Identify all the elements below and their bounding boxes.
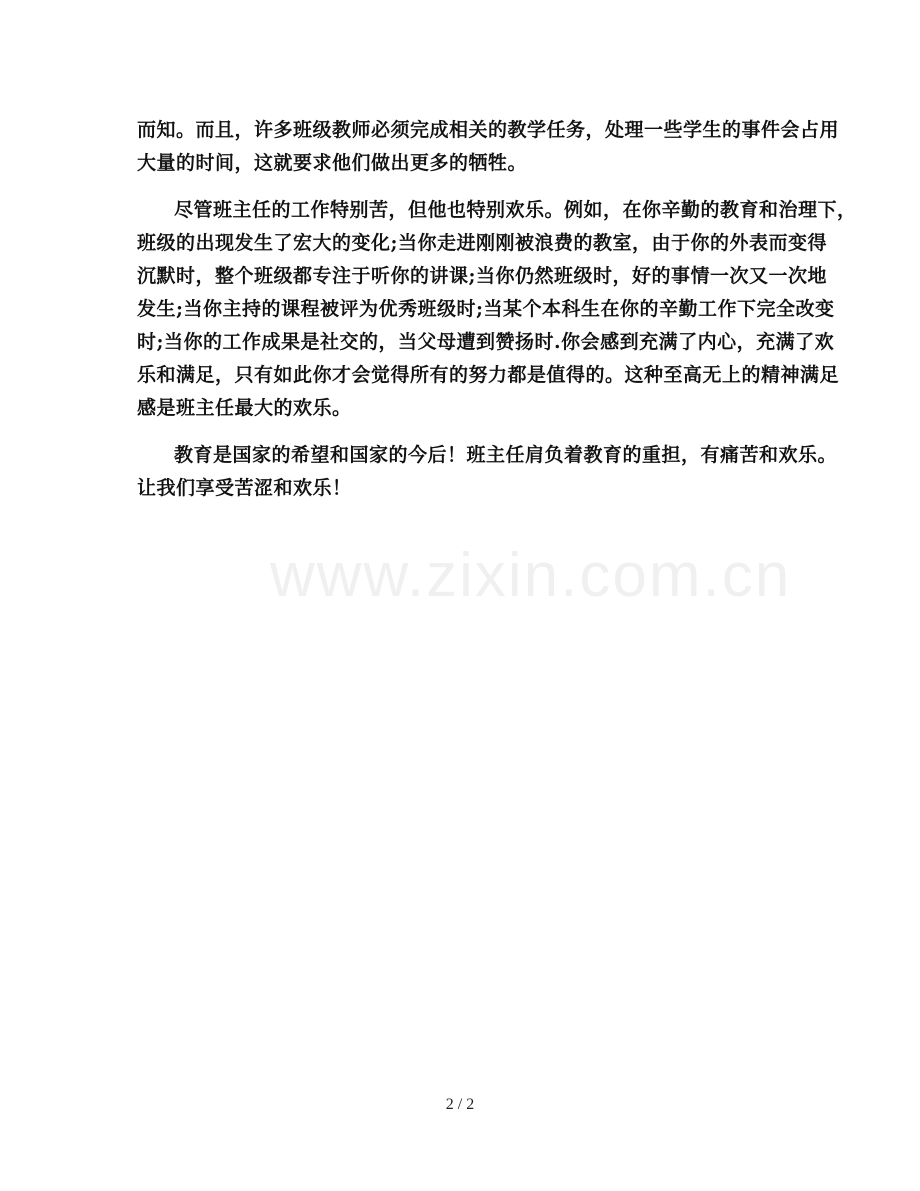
text-line: 教育是国家的希望和国家的今后！班主任肩负着教育的重担，有痛苦和欢乐。: [174, 444, 838, 466]
text-line: 大量的时间，这就要求他们做出更多的牺牲。: [137, 152, 528, 174]
page-number: 2 / 2: [445, 1096, 475, 1113]
text-line: 班级的出现发生了宏大的变化;当你走进刚刚被浪费的教室，由于你的外表而变得: [137, 232, 828, 254]
document-body: [137, 118, 857, 501]
text-line: 沉默时，整个班级都专注于听你的讲课;当你仍然班级时，好的事情一次又一次地: [137, 265, 828, 287]
text-line: 而知。而且，许多班级教师必须完成相关的教学任务，处理一些学生的事件会占用: [137, 119, 840, 141]
text-line: 让我们享受苦涩和欢乐！: [137, 477, 352, 499]
text-line: 乐和满足，只有如此你才会觉得所有的努力都是值得的。这种至高无上的精神满足: [137, 364, 840, 386]
watermark: www.zixin.com.cn: [270, 541, 792, 610]
text-line: 时;当你的工作成果是社交的，当父母遭到赞扬时.你会感到充满了内心，充满了欢: [137, 331, 835, 353]
text-line: 感是班主任最大的欢乐。: [137, 397, 352, 419]
text-line: 尽管班主任的工作特别苦，但他也特别欢乐。例如，在你辛勤的教育和治理下，: [174, 199, 857, 221]
text-line: 发生;当你主持的课程被评为优秀班级时;当某个本科生在你的辛勤工作下完全改变: [137, 298, 835, 320]
